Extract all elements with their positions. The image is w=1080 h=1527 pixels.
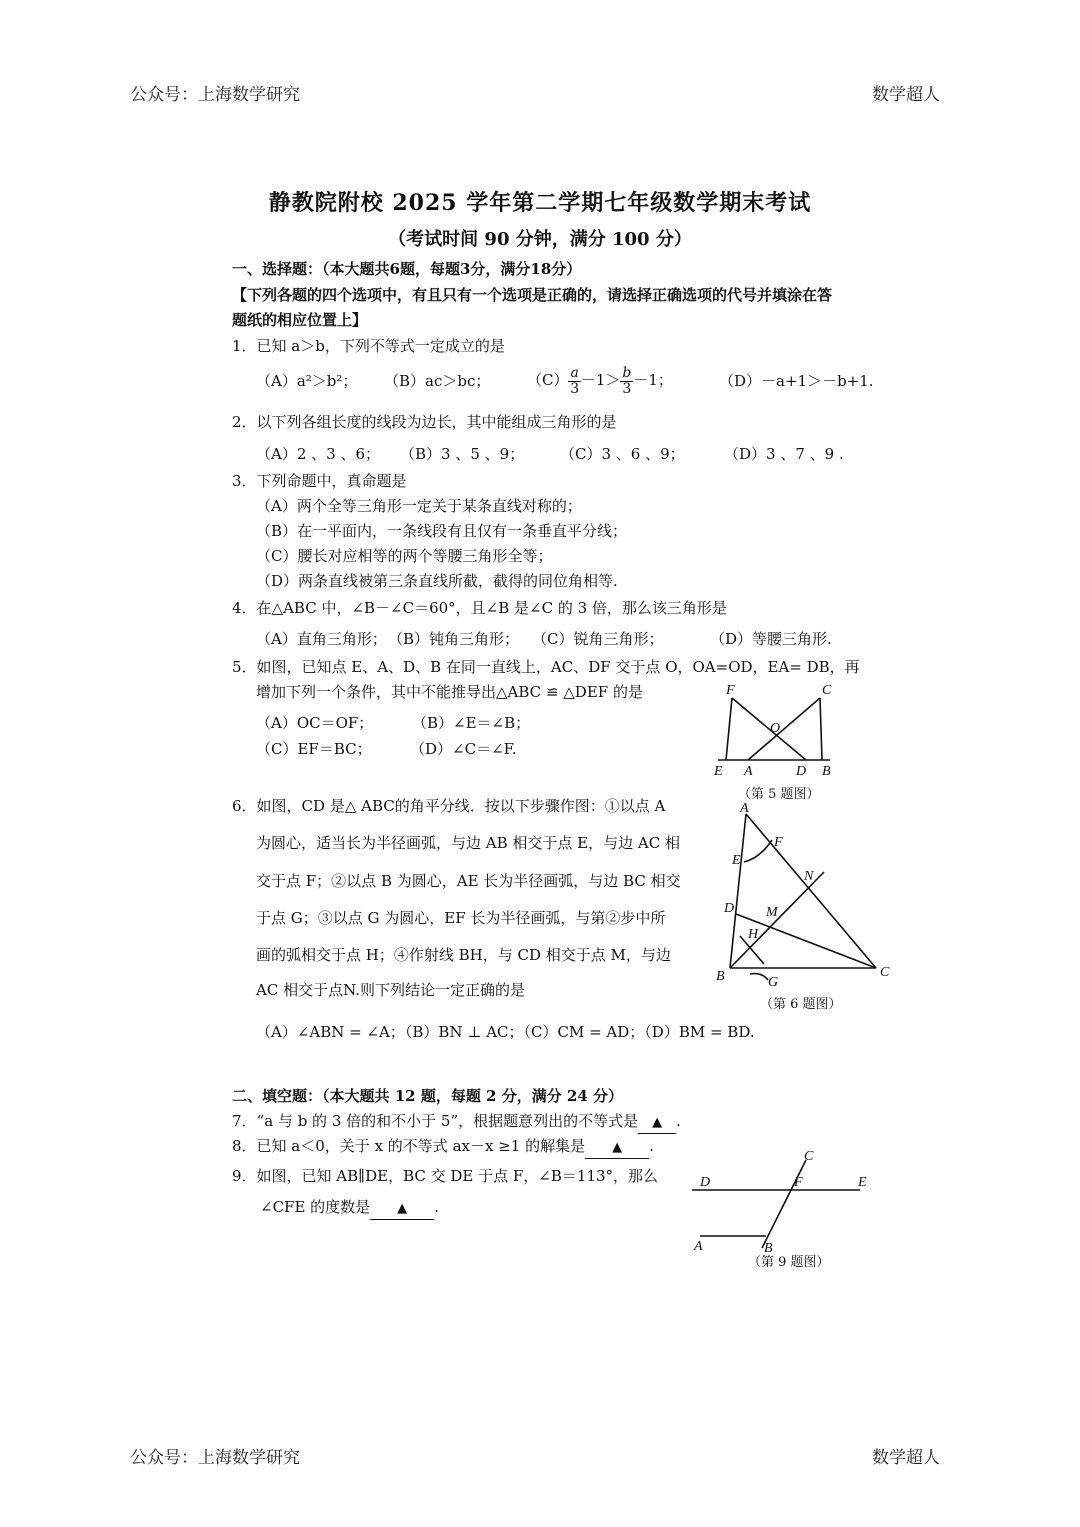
- q5-figure-caption: （第 5 题图）: [738, 787, 820, 802]
- q1-c-frac1-num: a: [570, 364, 579, 381]
- q2-stem: 2．以下列各组长度的线段为边长，其中能组成三角形的是: [232, 413, 617, 431]
- q1-c-suffix: －1；: [633, 371, 673, 389]
- q6-label-h: H: [748, 927, 759, 942]
- q6-label-a: A: [740, 802, 749, 816]
- q5-line1: 5．如图，已知点 E、A、D、B 在同一直线上，AC、DF 交于点 O，OA=OD，EA= DB，再: [232, 658, 860, 676]
- q3-option-c: （C）腰长对应相等的两个等腰三角形全等；: [256, 547, 553, 565]
- q6-options: （A）∠ABN = ∠A；（B）BN ⊥ AC；（C）CM = AD；（D）BM = BD.: [256, 1023, 755, 1041]
- q9-figure-caption: （第 9 题图）: [748, 1255, 830, 1270]
- q6-label-m: M: [766, 905, 778, 920]
- q6-arc-ef: [744, 840, 772, 862]
- q6-label-d: D: [724, 901, 735, 916]
- q6-label-c: C: [880, 965, 890, 980]
- q2-option-a: （A）2 、3 、6；: [256, 445, 380, 463]
- q6-label-n: N: [804, 869, 814, 884]
- q2-option-b: （B）3 、5 、9；: [400, 445, 525, 463]
- q9-end: .: [434, 1198, 439, 1216]
- q9-label-c: C: [804, 1149, 814, 1164]
- footer-right: 数学超人: [872, 1448, 940, 1468]
- q3-option-a: （A）两个全等三角形一定关于某条直线对称的；: [256, 497, 582, 515]
- q8-end: .: [649, 1137, 654, 1155]
- q6-line-3: 交于点 F；②以点 B 为圆心，AE 长为半径画弧，与边 BC 相交: [256, 872, 681, 890]
- q2-option-c: （C）3 、6 、9；: [560, 445, 685, 463]
- q8-answer-blank[interactable]: ▲: [585, 1138, 649, 1159]
- q6-side-ac: [746, 814, 876, 968]
- q7-text: 7．“a 与 b 的 3 倍的和不小于 5”，根据题意列出的不等式是: [232, 1112, 639, 1130]
- q3-option-d: （D）两条直线被第三条直线所截，截得的同位角相等.: [256, 572, 618, 590]
- q6-arc-g: [750, 974, 768, 980]
- q5-option-d: （D）∠C＝∠F.: [410, 740, 517, 758]
- q9-answer-blank[interactable]: ▲: [370, 1199, 434, 1220]
- q6-figure: [712, 802, 900, 990]
- q1-option-c: [527, 360, 673, 400]
- q4-option-a: （A）直角三角形；: [256, 630, 387, 648]
- q9-text: ∠CFE 的度数是: [260, 1198, 371, 1216]
- q6-line-6: AC 相交于点N.则下列结论一定正确的是: [256, 981, 526, 999]
- exam-subtitle: （考试时间 90 分钟，满分 100 分）: [388, 229, 692, 250]
- header-right: 数学超人: [872, 85, 940, 105]
- q3-stem: 3．下列命题中，真命题是: [232, 472, 407, 490]
- q1-c-frac2-den: 3: [622, 380, 632, 397]
- q9-label-a: A: [694, 1239, 703, 1254]
- q1-c-mid: －1＞: [580, 371, 621, 389]
- q1-option-a: （A）a²＞b²；: [256, 372, 358, 390]
- q5-label-o: O: [770, 721, 781, 736]
- q1-c-frac2-num: b: [622, 364, 632, 381]
- q5-line-cb: [820, 698, 822, 760]
- footer-left: 公众号：上海数学研究: [130, 1448, 300, 1468]
- q7-end: .: [676, 1112, 681, 1130]
- q4-stem: 4．在△ABC 中，∠B－∠C＝60°，且∠B 是∠C 的 3 倍，那么该三角形是: [232, 599, 727, 617]
- q6-line-5: 画的弧相交于点 H；④作射线 BH，与 CD 相交于点 M，与边: [256, 946, 671, 964]
- q5-line-ca: [748, 698, 820, 760]
- q5-line-fe: [726, 698, 732, 760]
- q5-label-d: D: [796, 764, 807, 779]
- section1-instruction-2: 题纸的相应位置上】: [232, 311, 368, 329]
- q5-label-b: B: [822, 764, 831, 779]
- q2-option-d: （D）3 、7 、9 .: [724, 445, 844, 463]
- q9-line2: [260, 1197, 439, 1220]
- q8: [232, 1136, 654, 1159]
- q9-label-f: F: [794, 1175, 803, 1190]
- q4-option-d: （D）等腰三角形.: [710, 630, 832, 648]
- q5-label-e: E: [714, 764, 723, 779]
- q6-figure-caption: （第 6 题图）: [760, 997, 842, 1012]
- header-left: 公众号：上海数学研究: [130, 85, 300, 105]
- q6-line-2: 为圆心，适当长为半径画弧，与边 AB 相交于点 E，与边 AC 相: [256, 834, 680, 852]
- q9-line-bc: [762, 1160, 806, 1248]
- section1-instruction-1: 【下列各题的四个选项中，有且只有一个选项是正确的，请选择正确选项的代号并填涂在答: [232, 286, 833, 304]
- q5-line-fd: [732, 698, 806, 760]
- q1-option-b: （B）ac＞bc；: [384, 372, 491, 390]
- q9-label-b: B: [764, 1241, 773, 1254]
- q9-figure: [690, 1142, 880, 1254]
- q5-label-c: C: [822, 683, 832, 698]
- q5-figure: [708, 680, 848, 780]
- q1-c-frac2: [620, 366, 633, 397]
- q4-option-c: （C）锐角三角形；: [532, 630, 664, 648]
- section1-heading: 一、选择题：（本大题共6题，每题3分，满分18分）: [232, 260, 582, 278]
- q9-label-d: D: [700, 1175, 711, 1190]
- exam-title: 静教院附校 2025 学年第二学期七年级数学期末考试: [268, 190, 812, 216]
- q7: [232, 1111, 681, 1134]
- q3-option-b: （B）在一平面内，一条线段有且仅有一条垂直平分线；: [256, 522, 628, 540]
- q1-c-prefix: （C）: [527, 371, 569, 389]
- q6-side-ab: [730, 814, 746, 968]
- q1-stem: 1．已知 a＞b，下列不等式一定成立的是: [232, 337, 505, 355]
- q6-label-f: F: [774, 835, 783, 850]
- q9-line1: 9．如图，已知 AB∥DE，BC 交 DE 于点 F，∠B＝113°，那么: [232, 1167, 659, 1185]
- q5-option-c: （C）EF＝BC；: [256, 740, 372, 758]
- q6-line-4: 于点 G；③以点 G 为圆心，EF 长为半径画弧，与第②步中所: [256, 909, 666, 927]
- q1-option-d: （D）－a+1＞－b+1.: [719, 372, 874, 390]
- section2-heading: 二、填空题：（本大题共 12 题，每题 2 分，满分 24 分）: [232, 1087, 624, 1105]
- q6-label-b: B: [716, 969, 725, 984]
- q8-text: 8．已知 a＜0，关于 x 的不等式 ax－x ≥1 的解集是: [232, 1137, 586, 1155]
- q6-label-g: G: [768, 975, 779, 990]
- q6-label-e: E: [732, 853, 741, 868]
- q5-line2: 增加下列一个条件，其中不能推导出△ABC ≌ △DEF 的是: [256, 683, 643, 701]
- q9-label-e: E: [858, 1175, 867, 1190]
- q5-option-b: （B）∠E＝∠B；: [412, 714, 531, 732]
- q4-option-b: （B）钝角三角形；: [388, 630, 520, 648]
- q7-answer-blank[interactable]: ▲: [638, 1113, 676, 1134]
- q5-label-f: F: [726, 683, 735, 698]
- q6-line-1: 6．如图，CD 是△ ABC的角平分线．按以下步骤作图：①以点 A: [232, 797, 666, 815]
- q5-option-a: （A）OC＝OF；: [256, 714, 374, 732]
- q5-label-a: A: [744, 764, 753, 779]
- q1-c-frac1: [568, 366, 580, 397]
- q1-c-frac1-den: 3: [570, 380, 580, 397]
- q6-ray-bh: [730, 872, 824, 968]
